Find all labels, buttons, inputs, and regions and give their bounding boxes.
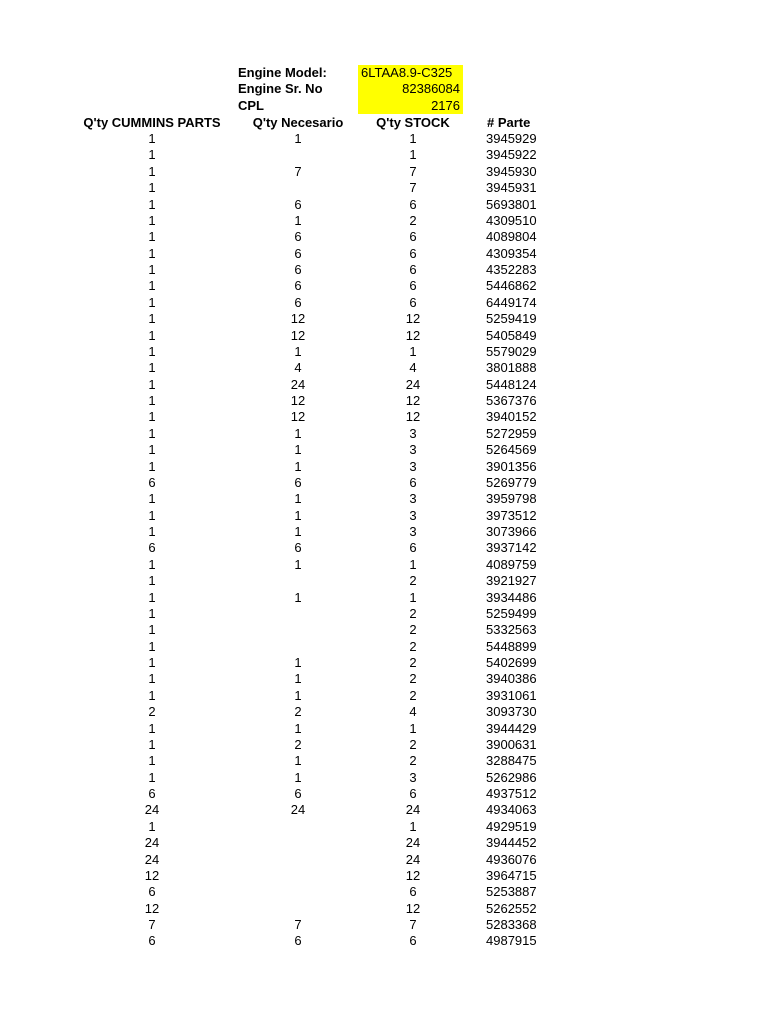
qty-cummins-cell[interactable]: 1 [148,409,156,425]
qty-necesario-cell[interactable]: 1 [294,556,302,572]
part-number-cell[interactable]: 3937142 [486,540,537,556]
qty-cummins-cell[interactable]: 6 [148,540,156,556]
table-row [0,753,768,769]
table-row [0,147,768,163]
qty-stock-cell[interactable]: 1 [409,818,417,834]
table-row [0,655,768,671]
part-number-cell[interactable]: 5448899 [486,638,537,654]
table-row [0,868,768,884]
table-row [0,721,768,737]
qty-necesario-cell[interactable]: 6 [294,786,302,801]
qty-necesario-cell[interactable]: 1 [294,753,302,769]
table-row [0,933,768,949]
part-number-cell[interactable]: 3964715 [486,867,537,883]
qty-necesario-cell[interactable]: 6 [294,278,302,294]
qty-necesario-cell[interactable]: 2 [294,704,302,720]
part-number-cell[interactable]: 5693801 [486,196,537,212]
part-number-cell[interactable]: 4309510 [486,212,537,228]
part-number-cell[interactable]: 5269779 [486,474,537,490]
qty-necesario-cell[interactable]: 1 [294,425,302,441]
qty-cummins-cell[interactable]: 1 [148,262,156,277]
qty-cummins-cell[interactable]: 1 [148,458,156,474]
part-number-cell[interactable]: 3945930 [486,163,537,179]
cpl-label: CPL [238,97,264,113]
table-row [0,442,768,458]
parts-table-body [0,131,768,950]
qty-cummins-cell[interactable]: 1 [148,736,156,752]
part-number-cell[interactable]: 5262986 [486,769,537,785]
table-row [0,508,768,524]
part-number-cell[interactable]: 3288475 [486,753,537,769]
qty-stock-cell[interactable]: 6 [409,229,417,245]
table-row [0,475,768,491]
qty-necesario-cell[interactable]: 1 [294,687,302,703]
qty-necesario-cell[interactable]: 24 [290,376,306,392]
qty-cummins-cell[interactable]: 1 [148,212,156,228]
table-row [0,311,768,327]
table-row [0,328,768,344]
qty-cummins-cell[interactable]: 1 [148,573,156,589]
qty-stock-cell[interactable]: 1 [409,343,417,359]
qty-cummins-cell[interactable]: 24 [144,851,160,867]
qty-stock-cell[interactable]: 3 [409,507,417,523]
part-number-cell[interactable]: 4352283 [486,262,537,277]
part-number-cell[interactable]: 4987915 [486,933,537,949]
table-row [0,409,768,425]
qty-stock-cell[interactable]: 6 [409,245,417,261]
table-row [0,901,768,917]
qty-necesario-cell[interactable]: 6 [294,262,302,277]
qty-necesario-cell[interactable]: 1 [294,343,302,359]
qty-necesario-cell[interactable]: 6 [294,245,302,261]
table-row [0,802,768,818]
part-number-cell[interactable]: 5446862 [486,278,537,294]
table-row [0,688,768,704]
qty-stock-cell[interactable]: 12 [405,311,421,327]
qty-necesario-cell[interactable]: 6 [294,474,302,490]
part-number-cell[interactable]: 5259419 [486,311,537,327]
column-header-qty-cummins: Q'ty CUMMINS PARTS [83,115,221,130]
qty-cummins-cell[interactable]: 1 [148,720,156,736]
qty-necesario-cell[interactable]: 7 [294,163,302,179]
qty-necesario-cell[interactable]: 1 [294,524,302,539]
part-number-cell[interactable]: 5283368 [486,917,537,932]
qty-stock-cell[interactable]: 2 [409,605,417,621]
engine-serial-label: Engine Sr. No [238,81,323,97]
qty-necesario-cell[interactable]: 1 [294,589,302,605]
qty-stock-cell[interactable]: 6 [409,933,417,949]
part-number-cell[interactable]: 4309354 [486,245,537,261]
qty-stock-cell[interactable]: 24 [405,851,421,867]
qty-necesario-cell[interactable]: 12 [290,409,306,425]
table-row [0,393,768,409]
part-number-cell[interactable]: 5332563 [486,622,537,638]
qty-cummins-cell[interactable]: 1 [148,556,156,572]
qty-cummins-cell[interactable]: 1 [148,491,156,507]
table-row [0,164,768,180]
table-row [0,459,768,475]
qty-stock-cell[interactable]: 6 [409,540,417,556]
qty-cummins-cell[interactable]: 1 [148,638,156,654]
qty-cummins-cell[interactable]: 1 [148,245,156,261]
table-row [0,606,768,622]
part-number-cell[interactable]: 5579029 [486,343,537,359]
qty-cummins-cell[interactable]: 1 [148,393,156,408]
qty-stock-cell[interactable]: 12 [405,900,421,916]
qty-stock-cell[interactable]: 2 [409,212,417,228]
qty-stock-cell[interactable]: 2 [409,573,417,589]
table-row [0,622,768,638]
table-row [0,131,768,147]
table-row [0,197,768,213]
qty-stock-cell[interactable]: 3 [409,491,417,507]
table-row [0,737,768,753]
qty-stock-cell[interactable]: 7 [409,163,417,179]
engine-model-value[interactable]: 6LTAA8.9-C325 [358,65,463,81]
part-number-cell[interactable]: 3093730 [486,704,537,720]
part-number-cell[interactable]: 3934486 [486,589,537,605]
table-row [0,770,768,786]
part-number-cell[interactable]: 5259499 [486,605,537,621]
qty-cummins-cell[interactable]: 1 [148,196,156,212]
qty-cummins-cell[interactable]: 1 [148,524,156,539]
qty-necesario-cell[interactable]: 12 [290,393,306,408]
table-row [0,213,768,229]
table-row [0,180,768,196]
table-row [0,573,768,589]
qty-stock-cell[interactable]: 1 [409,147,417,163]
table-row [0,344,768,360]
qty-stock-cell[interactable]: 1 [409,720,417,736]
qty-cummins-cell[interactable]: 24 [144,835,160,851]
qty-necesario-cell[interactable]: 6 [294,933,302,949]
qty-stock-cell[interactable]: 2 [409,671,417,687]
table-row [0,262,768,278]
qty-necesario-cell[interactable]: 2 [294,736,302,752]
qty-cummins-cell[interactable]: 1 [148,753,156,769]
part-number-cell[interactable]: 5253887 [486,884,537,900]
qty-stock-cell[interactable]: 6 [409,786,417,801]
qty-cummins-cell[interactable]: 1 [148,507,156,523]
table-row [0,852,768,868]
qty-stock-cell[interactable]: 2 [409,736,417,752]
table-header-row [0,114,768,131]
qty-stock-cell[interactable]: 24 [405,802,421,818]
qty-cummins-cell[interactable]: 1 [148,687,156,703]
qty-necesario-cell[interactable]: 4 [294,360,302,376]
qty-cummins-cell[interactable]: 1 [148,655,156,670]
table-row [0,295,768,311]
qty-cummins-cell[interactable]: 1 [148,229,156,245]
part-number-cell[interactable]: 3940152 [486,409,537,425]
part-number-cell[interactable]: 3901356 [486,458,537,474]
qty-stock-cell[interactable]: 1 [409,556,417,572]
qty-cummins-cell[interactable]: 6 [148,884,156,900]
qty-stock-cell[interactable]: 6 [409,884,417,900]
qty-stock-cell[interactable]: 1 [409,589,417,605]
qty-cummins-cell[interactable]: 1 [148,131,156,146]
part-number-cell[interactable]: 3931061 [486,687,537,703]
qty-necesario-cell[interactable]: 6 [294,540,302,556]
part-number-cell[interactable]: 3945929 [486,131,537,146]
qty-cummins-cell[interactable]: 1 [148,442,156,458]
part-number-cell[interactable]: 5264569 [486,442,537,458]
qty-stock-cell[interactable]: 12 [405,867,421,883]
part-number-cell[interactable]: 3944452 [486,835,537,851]
qty-cummins-cell[interactable]: 6 [148,933,156,949]
qty-cummins-cell[interactable]: 12 [144,867,160,883]
table-row [0,491,768,507]
qty-cummins-cell[interactable]: 1 [148,818,156,834]
part-number-cell[interactable]: 3945922 [486,147,537,163]
column-header-qty-stock: Q'ty STOCK [376,115,450,130]
table-row [0,426,768,442]
table-row [0,917,768,933]
qty-stock-cell[interactable]: 2 [409,655,417,670]
qty-stock-cell[interactable]: 6 [409,474,417,490]
column-header-parte: # Parte [487,115,531,130]
table-row [0,671,768,687]
qty-necesario-cell[interactable]: 6 [294,294,302,310]
engine-model-label: Engine Model: [238,65,327,80]
qty-cummins-cell[interactable]: 2 [148,704,156,720]
part-number-cell[interactable]: 5405849 [486,327,537,343]
qty-cummins-cell[interactable]: 1 [148,769,156,785]
table-row [0,524,768,540]
table-row [0,639,768,655]
qty-necesario-cell[interactable]: 1 [294,671,302,687]
part-number-cell[interactable]: 4089759 [486,556,537,572]
qty-cummins-cell[interactable]: 1 [148,622,156,638]
qty-stock-cell[interactable]: 7 [409,917,417,932]
qty-stock-cell[interactable]: 3 [409,524,417,539]
qty-cummins-cell[interactable]: 1 [148,589,156,605]
qty-cummins-cell[interactable]: 1 [148,311,156,327]
qty-cummins-cell[interactable]: 6 [148,474,156,490]
qty-cummins-cell[interactable]: 1 [148,327,156,343]
part-number-cell[interactable]: 4934063 [486,802,537,818]
cpl-value[interactable]: 2176 [358,98,463,114]
part-number-cell[interactable]: 3945931 [486,180,537,196]
qty-cummins-cell[interactable]: 1 [148,343,156,359]
qty-stock-cell[interactable]: 6 [409,196,417,212]
part-number-cell[interactable]: 3900631 [486,736,537,752]
qty-necesario-cell[interactable]: 1 [294,769,302,785]
part-number-cell[interactable]: 4929519 [486,818,537,834]
qty-stock-cell[interactable]: 12 [405,327,421,343]
qty-stock-cell[interactable]: 1 [409,131,417,146]
part-number-cell[interactable]: 3940386 [486,671,537,687]
qty-stock-cell[interactable]: 2 [409,622,417,638]
part-number-cell[interactable]: 4936076 [486,851,537,867]
table-row [0,557,768,573]
qty-cummins-cell[interactable]: 1 [148,425,156,441]
part-number-cell[interactable]: 3959798 [486,491,537,507]
qty-necesario-cell[interactable]: 12 [290,311,306,327]
qty-stock-cell[interactable]: 4 [409,360,417,376]
engine-serial-value[interactable]: 82386084 [358,81,463,97]
table-row [0,377,768,393]
table-row [0,819,768,835]
qty-stock-cell[interactable]: 24 [405,376,421,392]
qty-stock-cell[interactable]: 7 [409,180,417,196]
table-row [0,884,768,900]
qty-stock-cell[interactable]: 3 [409,769,417,785]
qty-cummins-cell[interactable]: 1 [148,294,156,310]
qty-necesario-cell[interactable]: 1 [294,491,302,507]
qty-cummins-cell[interactable]: 6 [148,786,156,801]
part-number-cell[interactable]: 3973512 [486,507,537,523]
part-number-cell[interactable]: 6449174 [486,294,537,310]
table-row [0,590,768,606]
qty-necesario-cell[interactable]: 12 [290,327,306,343]
qty-cummins-cell[interactable]: 1 [148,163,156,179]
column-header-qty-necesario: Q'ty Necesario [252,115,344,130]
part-number-cell[interactable]: 5402699 [486,655,537,670]
part-number-cell[interactable]: 3073966 [486,524,537,539]
part-number-cell[interactable]: 3944429 [486,720,537,736]
table-row [0,835,768,851]
qty-stock-cell[interactable]: 3 [409,458,417,474]
qty-stock-cell[interactable]: 6 [409,294,417,310]
part-number-cell[interactable]: 3921927 [486,573,537,589]
qty-stock-cell[interactable]: 2 [409,638,417,654]
qty-cummins-cell[interactable]: 1 [148,605,156,621]
table-row [0,246,768,262]
qty-necesario-cell[interactable]: 24 [290,802,306,818]
table-row [0,278,768,294]
qty-stock-cell[interactable]: 3 [409,442,417,458]
qty-cummins-cell[interactable]: 1 [148,671,156,687]
part-number-cell[interactable]: 4089804 [486,229,537,245]
qty-cummins-cell[interactable]: 24 [144,802,160,818]
table-row [0,786,768,802]
qty-cummins-cell[interactable]: 1 [148,180,156,196]
qty-necesario-cell[interactable]: 7 [294,917,302,932]
qty-cummins-cell[interactable]: 12 [144,900,160,916]
qty-necesario-cell[interactable]: 1 [294,212,302,228]
qty-cummins-cell[interactable]: 1 [148,376,156,392]
qty-necesario-cell[interactable]: 6 [294,196,302,212]
part-number-cell[interactable]: 5367376 [486,393,537,408]
qty-necesario-cell[interactable]: 6 [294,229,302,245]
qty-cummins-cell[interactable]: 1 [148,147,156,163]
part-number-cell[interactable]: 3801888 [486,360,537,376]
table-row [0,704,768,720]
part-number-cell[interactable]: 5262552 [486,900,537,916]
qty-stock-cell[interactable]: 6 [409,278,417,294]
qty-stock-cell[interactable]: 4 [409,704,417,720]
table-row [0,360,768,376]
qty-necesario-cell[interactable]: 1 [294,720,302,736]
qty-cummins-cell[interactable]: 1 [148,278,156,294]
table-row [0,540,768,556]
qty-necesario-cell[interactable]: 1 [294,131,302,146]
part-number-cell[interactable]: 4937512 [486,786,537,801]
qty-stock-cell[interactable]: 2 [409,687,417,703]
qty-stock-cell[interactable]: 6 [409,262,417,277]
qty-cummins-cell[interactable]: 1 [148,360,156,376]
qty-stock-cell[interactable]: 12 [405,393,421,408]
table-row [0,229,768,245]
part-number-cell[interactable]: 5272959 [486,425,537,441]
qty-necesario-cell[interactable]: 1 [294,507,302,523]
part-number-cell[interactable]: 5448124 [486,376,537,392]
qty-cummins-cell[interactable]: 7 [148,917,156,932]
qty-stock-cell[interactable]: 24 [405,835,421,851]
qty-stock-cell[interactable]: 3 [409,425,417,441]
qty-stock-cell[interactable]: 2 [409,753,417,769]
qty-necesario-cell[interactable]: 1 [294,655,302,670]
qty-necesario-cell[interactable]: 1 [294,442,302,458]
qty-necesario-cell[interactable]: 1 [294,458,302,474]
qty-stock-cell[interactable]: 12 [405,409,421,425]
